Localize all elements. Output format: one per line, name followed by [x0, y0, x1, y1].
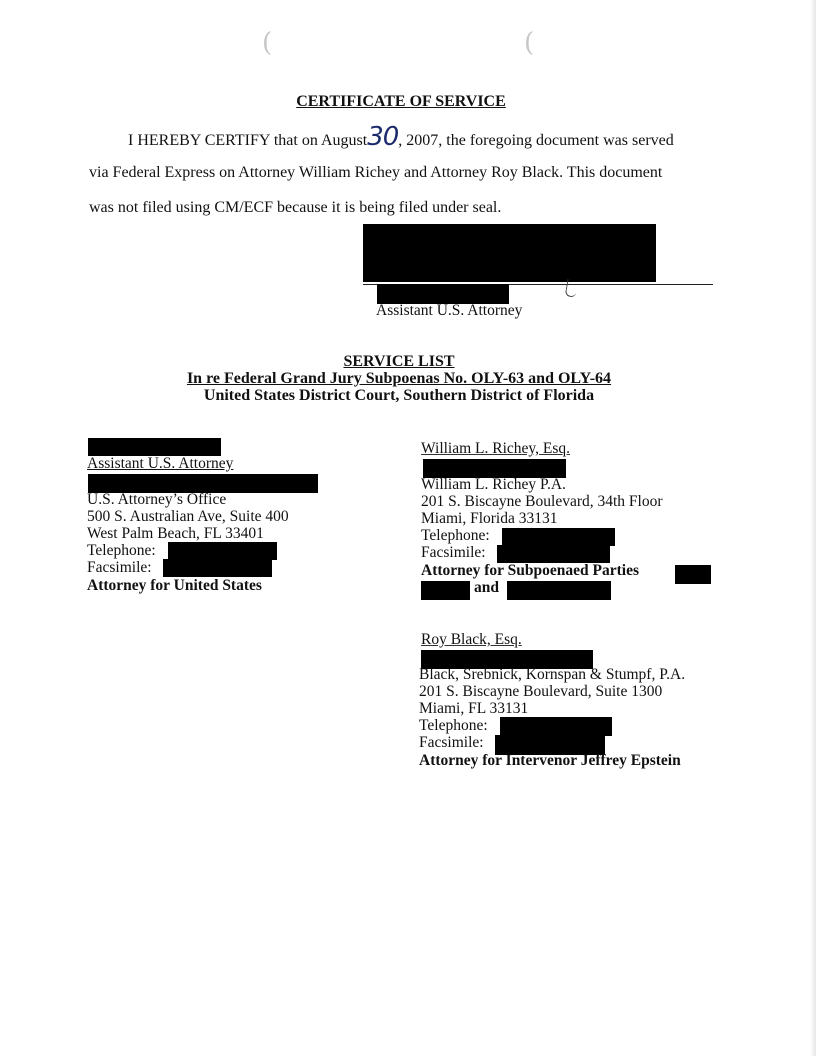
richey-firm: William L. Richey P.A.	[421, 476, 566, 493]
certificate-line-1	[128, 120, 674, 158]
redaction-ausa-telephone	[168, 542, 277, 560]
redaction-richey-party-3	[507, 581, 611, 600]
redaction-richey-party-2	[421, 581, 470, 600]
ausa-role: Attorney for United States	[87, 577, 262, 594]
redaction-black-telephone	[500, 717, 612, 736]
scan-mark-left: (	[262, 28, 273, 58]
certificate-line-1-post: , 2007, the foregoing document was served	[398, 132, 674, 149]
black-city: Miami, FL 33131	[419, 700, 529, 717]
ausa-city: West Palm Beach, FL 33401	[87, 525, 264, 542]
certificate-line-1-pre: I HEREBY CERTIFY that on August	[128, 132, 368, 149]
scan-mark-right: (	[524, 28, 535, 58]
black-role: Attorney for Intervenor Jeffrey Epstein	[419, 752, 681, 769]
richey-street: 201 S. Biscayne Boulevard, 34th Floor	[421, 493, 663, 510]
richey-city: Miami, Florida 33131	[421, 510, 558, 527]
ausa-street: 500 S. Australian Ave, Suite 400	[87, 508, 289, 525]
richey-role-line-1: Attorney for Subpoenaed Parties	[421, 562, 639, 579]
richey-name: William L. Richey, Esq.	[421, 440, 571, 457]
ausa-title: Assistant U.S. Attorney	[87, 455, 234, 472]
ausa-office: U.S. Attorney’s Office	[87, 491, 227, 508]
signature-stroke	[565, 279, 579, 298]
black-facsimile-label: Facsimile:	[419, 734, 484, 751]
certificate-line-3: was not filed using CM/ECF because it is being filed under seal.	[89, 199, 502, 216]
redaction-ausa-name	[88, 438, 221, 456]
richey-telephone-label: Telephone:	[421, 527, 490, 544]
black-firm: Black, Srebnick, Kornspan & Stumpf, P.A.	[419, 666, 686, 683]
redaction-ausa-facsimile	[163, 559, 272, 577]
richey-role-line-2: and	[474, 579, 499, 596]
redaction-signature	[363, 224, 656, 282]
black-street: 201 S. Biscayne Boulevard, Suite 1300	[419, 683, 663, 700]
handwritten-date: 30	[367, 122, 399, 152]
ausa-telephone-label: Telephone:	[87, 542, 156, 559]
redaction-richey-party-1	[675, 565, 711, 584]
scan-page-edge	[810, 0, 816, 1056]
service-list-subheading: In re Federal Grand Jury Subpoenas No. OLY-63 and OLY-64	[186, 370, 612, 387]
redaction-richey-facsimile	[497, 545, 610, 563]
redaction-attorney-name	[377, 284, 509, 304]
black-name: Roy Black, Esq.	[421, 631, 522, 648]
service-list-court: United States District Court, Southern District of Florida	[203, 387, 595, 404]
service-list-heading: SERVICE LIST	[343, 353, 455, 370]
black-telephone-label: Telephone:	[419, 717, 488, 734]
certificate-heading: CERTIFICATE OF SERVICE	[296, 93, 506, 110]
certificate-line-2: via Federal Express on Attorney William Richey and Attorney Roy Black. This document	[89, 164, 663, 181]
signature-title: Assistant U.S. Attorney	[376, 302, 523, 319]
ausa-facsimile-label: Facsimile:	[87, 559, 152, 576]
redaction-richey-telephone	[502, 528, 615, 546]
richey-facsimile-label: Facsimile:	[421, 544, 486, 561]
